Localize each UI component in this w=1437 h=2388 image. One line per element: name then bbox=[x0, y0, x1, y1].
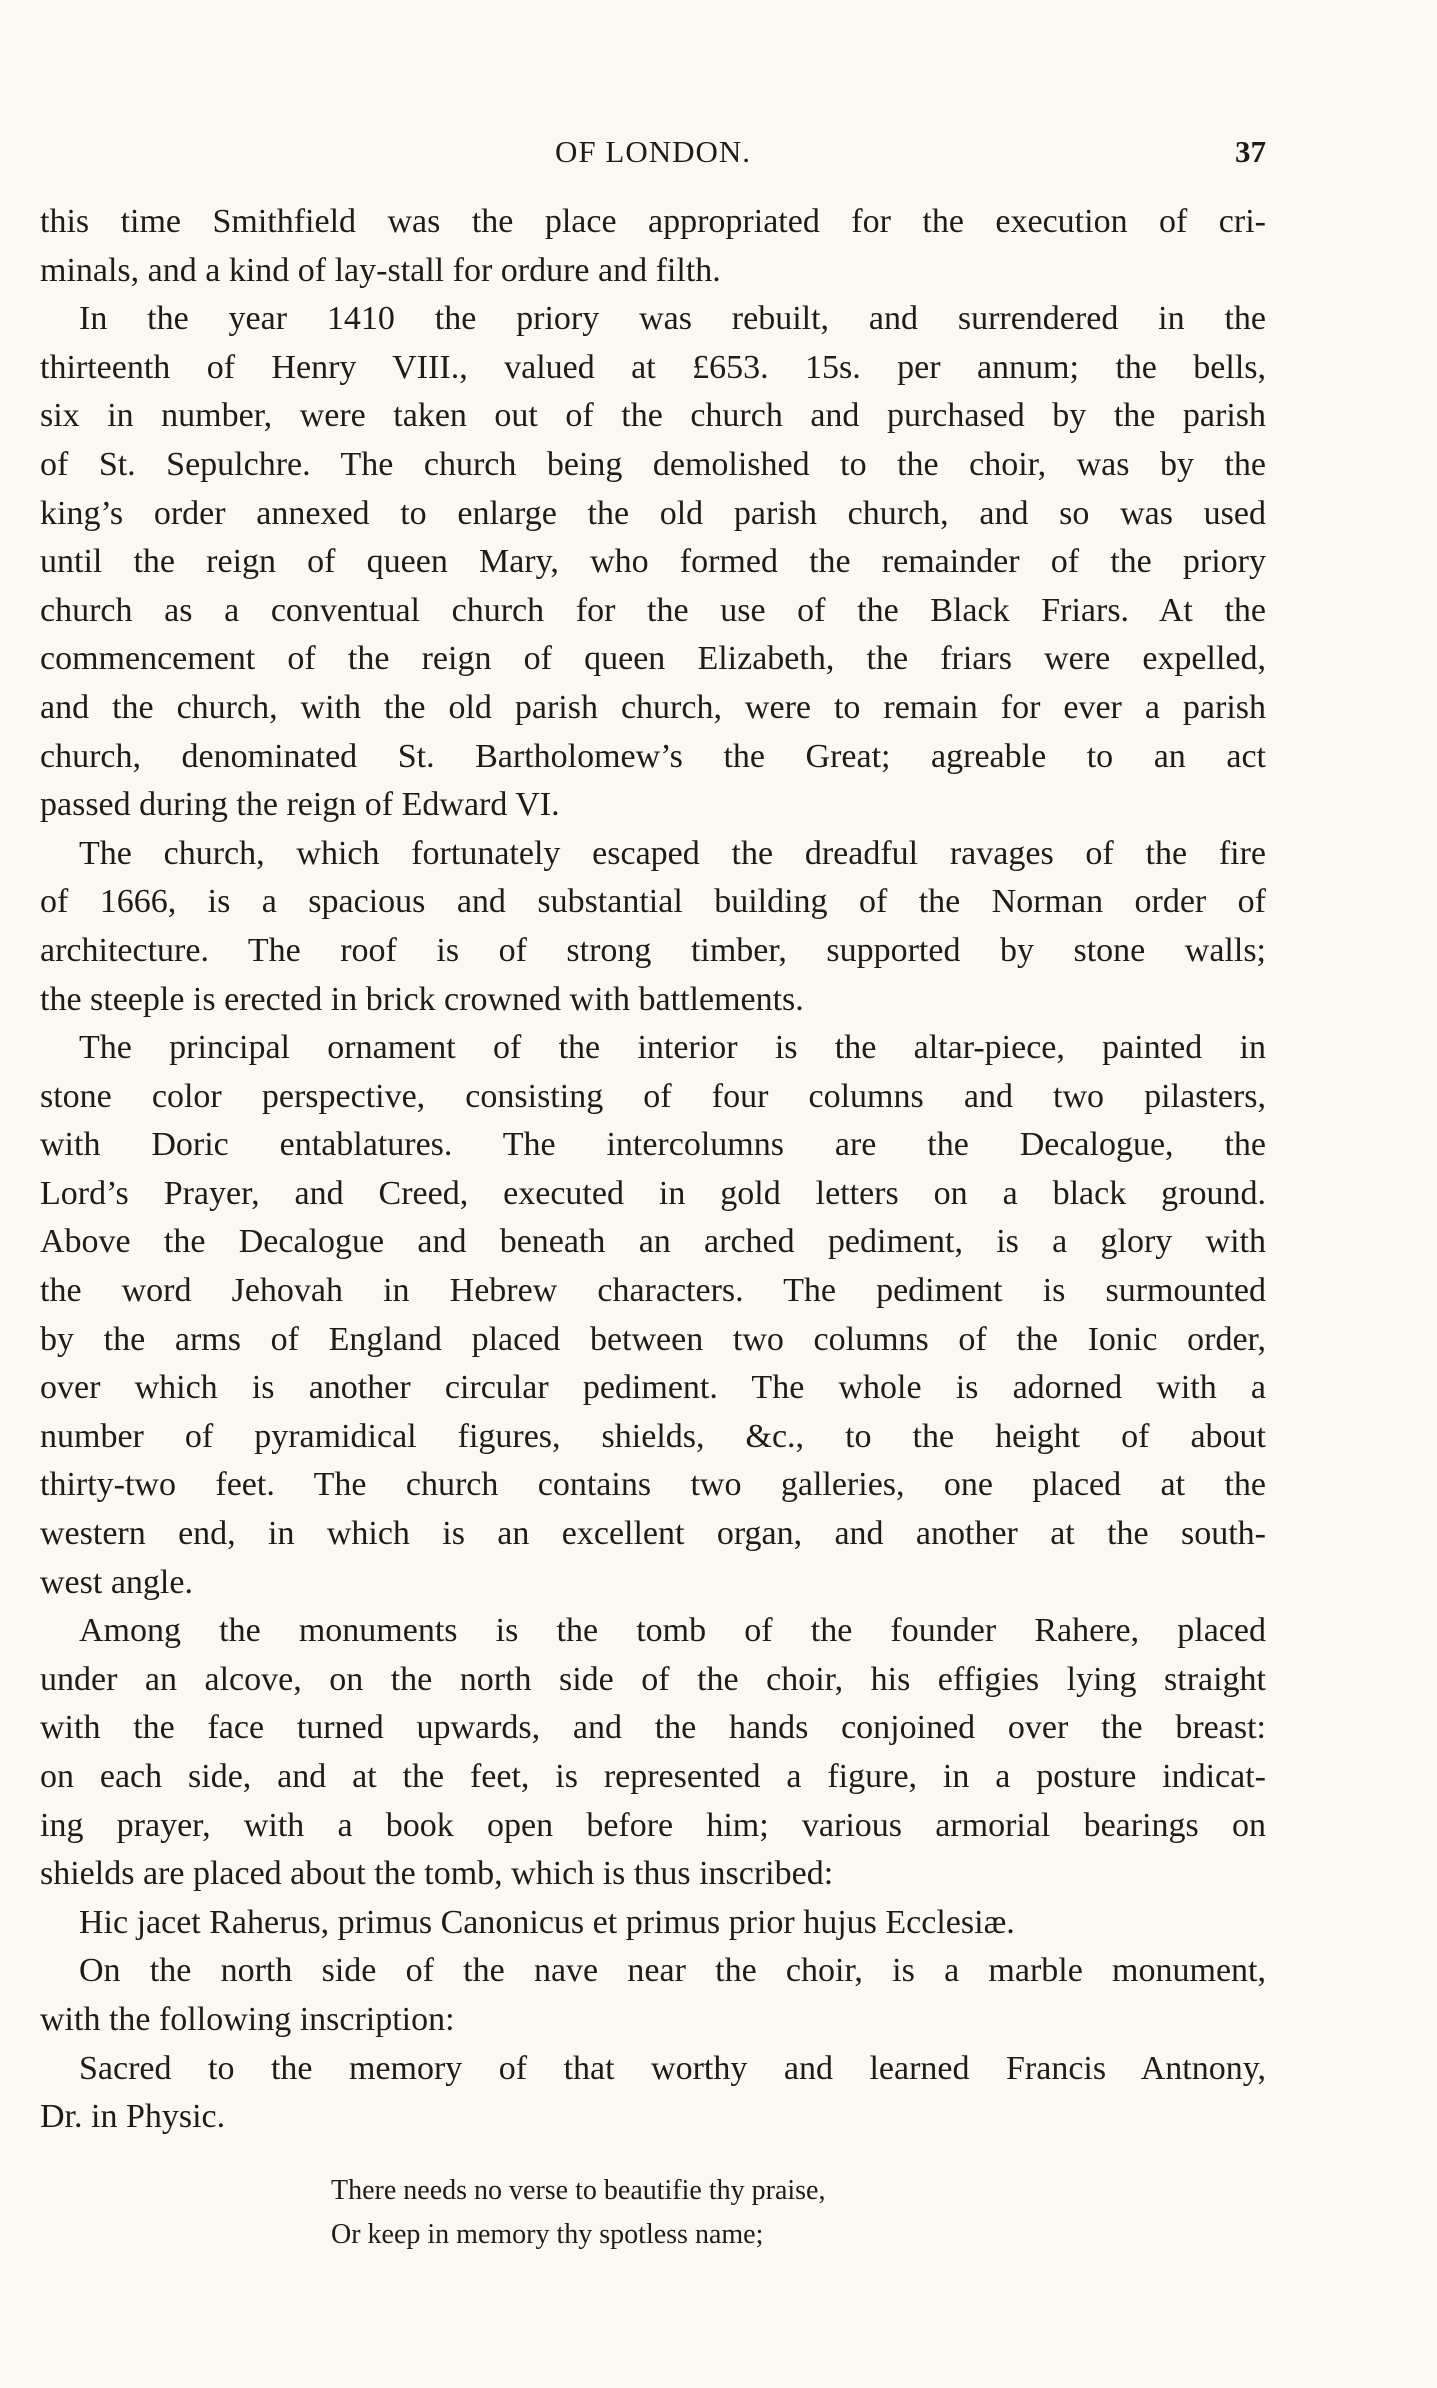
text-line: with the face turned upwards, and the hands conjoined over the breast: bbox=[40, 1709, 1266, 1747]
text-line: architecture. The roof is of strong timber, supported by stone walls; bbox=[40, 931, 1266, 969]
text-line: and the church, with the old parish church, were to remain for ever a parish bbox=[40, 688, 1266, 726]
verse-inscription bbox=[331, 2169, 825, 2257]
text-line: western end, in which is an excellent organ, and another at the south- bbox=[40, 1515, 1266, 1553]
text-line: church, denominated St. Bartholomew’s the Great; agreable to an act bbox=[40, 737, 1266, 775]
verse-line: Or keep in memory thy spotless name; bbox=[331, 2219, 764, 2250]
text-line: church as a conventual church for the use of the Black Friars. At the bbox=[40, 591, 1266, 629]
text-line: king’s order annexed to enlarge the old parish church, and so was used bbox=[40, 494, 1266, 532]
text-line: Lord’s Prayer, and Creed, executed in gold letters on a black ground. bbox=[40, 1174, 1266, 1212]
text-line: ing prayer, with a book open before him; various armorial bearings on bbox=[40, 1806, 1266, 1844]
text-line: passed during the reign of Edward VI. bbox=[40, 786, 560, 824]
text-line: west angle. bbox=[40, 1563, 193, 1601]
text-line: the steeple is erected in brick crowned with battlements. bbox=[40, 980, 804, 1018]
text-line: Among the monuments is the tomb of the founder Rahere, placed bbox=[79, 1612, 1266, 1650]
text-line: with Doric entablatures. The intercolumns are the Decalogue, the bbox=[40, 1126, 1266, 1164]
verse-line: There needs no verse to beautifie thy praise, bbox=[331, 2175, 826, 2206]
body-text bbox=[40, 198, 1266, 2142]
text-line: thirty-two feet. The church contains two galleries, one placed at the bbox=[40, 1466, 1266, 1504]
text-line: minals, and a kind of lay-stall for ordure and filth. bbox=[40, 251, 721, 289]
text-line: number of pyramidical figures, shields, &c., to the height of about bbox=[40, 1417, 1266, 1455]
text-line: six in number, were taken out of the church and purchased by the parish bbox=[40, 397, 1266, 435]
text-line: by the arms of England placed between two columns of the Ionic order, bbox=[40, 1320, 1266, 1358]
page-header bbox=[40, 134, 1266, 174]
text-line: over which is another circular pediment. The whole is adorned with a bbox=[40, 1369, 1266, 1407]
text-line: this time Smithfield was the place appropriated for the execution of cri- bbox=[40, 203, 1266, 240]
text-line: commencement of the reign of queen Elizabeth, the friars were expelled, bbox=[40, 640, 1266, 678]
text-line: Hic jacet Raherus, primus Canonicus et primus prior hujus Ecclesiæ. bbox=[79, 1903, 1015, 1941]
text-line: shields are placed about the tomb, which is thus inscribed: bbox=[40, 1855, 834, 1893]
page-number: 37 bbox=[1235, 134, 1266, 169]
text-line: with the following inscription: bbox=[40, 2000, 455, 2038]
text-line: under an alcove, on the north side of the choir, his effigies lying straight bbox=[40, 1660, 1266, 1698]
text-line: Sacred to the memory of that worthy and learned Francis Antnony, bbox=[79, 2049, 1266, 2087]
text-line: Dr. in Physic. bbox=[40, 2098, 226, 2136]
text-line: stone color perspective, consisting of four columns and two pilasters, bbox=[40, 1077, 1266, 1115]
text-line: on each side, and at the feet, is represented a figure, in a posture indicat- bbox=[40, 1758, 1266, 1795]
text-line: On the north side of the nave near the choir, is a marble monument, bbox=[79, 1952, 1266, 1990]
text-line: of St. Sepulchre. The church being demolished to the choir, was by the bbox=[40, 445, 1266, 483]
text-line: The principal ornament of the interior is the altar-piece, painted in bbox=[79, 1029, 1266, 1067]
text-line: of 1666, is a spacious and substantial building of the Norman order of bbox=[40, 883, 1266, 921]
text-line: the word Jehovah in Hebrew characters. The pediment is surmounted bbox=[40, 1272, 1266, 1310]
text-line: In the year 1410 the priory was rebuilt, and surrendered in the bbox=[79, 300, 1266, 338]
text-line: The church, which fortunately escaped the dreadful ravages of the fire bbox=[79, 834, 1266, 872]
text-line: thirteenth of Henry VIII., valued at £653. 15s. per annum; the bells, bbox=[40, 348, 1266, 386]
running-head: OF LONDON. bbox=[555, 134, 751, 169]
text-line: Above the Decalogue and beneath an arched pediment, is a glory with bbox=[40, 1223, 1266, 1261]
text-line: until the reign of queen Mary, who formed the remainder of the priory bbox=[40, 543, 1266, 581]
